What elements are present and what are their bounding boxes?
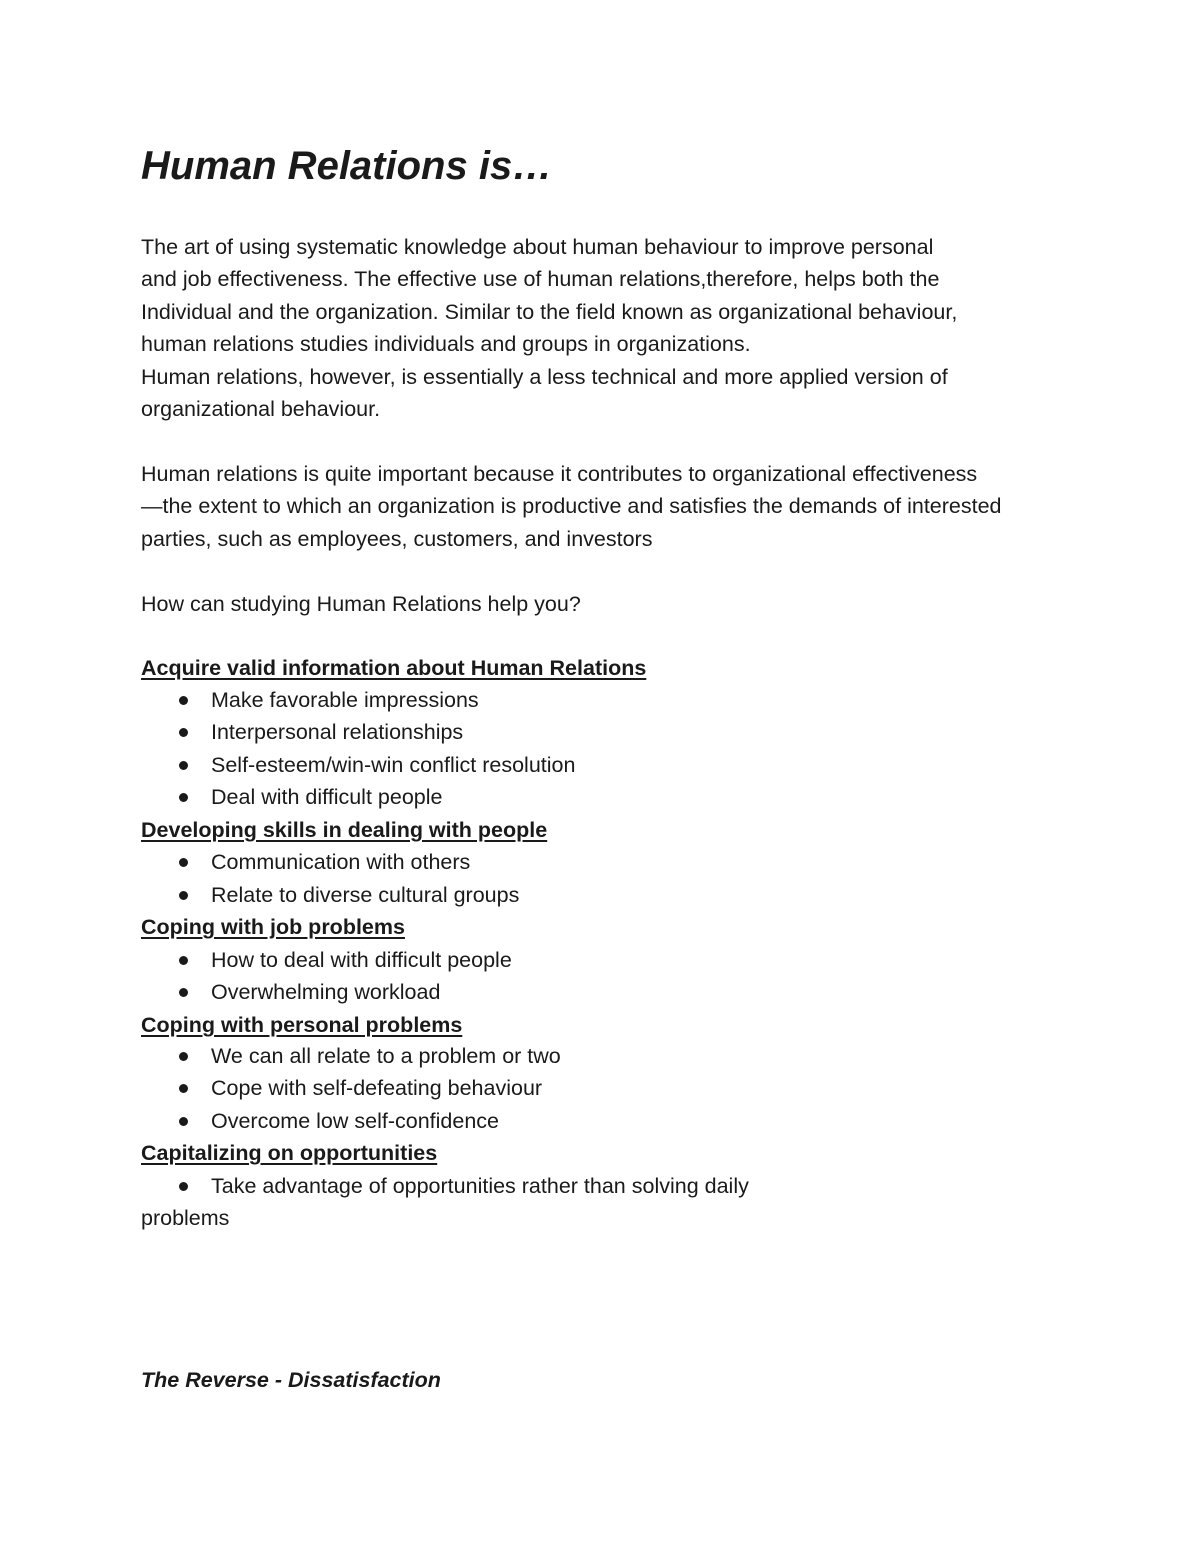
document-title: Human Relations is… [141,144,553,188]
importance-line: —the extent to which an organization is productive and satisfies the demands of interested [141,494,1002,518]
list-item-text: Communication with others [211,850,471,874]
section-heading: Coping with job problems [141,915,405,939]
list-item-text: Overwhelming workload [211,980,441,1004]
intro-line: The art of using systematic knowledge about human behaviour to improve personal [141,235,934,259]
section-heading: Acquire valid information about Human Relations [141,656,647,680]
section-heading: Capitalizing on opportunities [141,1141,438,1165]
list-item-text: Overcome low self-confidence [211,1109,499,1133]
intro-line: organizational behaviour. [141,397,381,421]
bullet-icon [179,988,188,997]
intro-line: and job effectiveness. The effective use of human relations,therefore, helps both the [141,267,940,291]
bullet-icon [179,956,188,965]
list-item-text: Take advantage of opportunities rather than solving daily [211,1174,749,1198]
intro-line: human relations studies individuals and groups in organizations. [141,332,751,356]
bullet-icon [179,1084,188,1093]
bullet-icon [179,1182,188,1191]
reverse-heading: The Reverse - Dissatisfaction [141,1368,441,1392]
list-item-continuation: problems [141,1206,230,1230]
bullet-icon [179,891,188,900]
list-item-text: We can all relate to a problem or two [211,1044,561,1068]
importance-line: parties, such as employees, customers, and investors [141,527,653,551]
bullet-icon [179,793,188,802]
intro-line: Human relations, however, is essentially a less technical and more applied version of [141,365,948,389]
bullet-icon [179,858,188,867]
bullet-icon [179,761,188,770]
bullet-icon [179,1117,188,1126]
list-item-text: Self-esteem/win-win conflict resolution [211,753,576,777]
list-item-text: Cope with self-defeating behaviour [211,1076,543,1100]
intro-line: Individual and the organization. Similar to the field known as organizational behaviour, [141,300,958,324]
list-item-text: How to deal with difficult people [211,948,512,972]
section-heading: Developing skills in dealing with people [141,818,548,842]
section-heading: Coping with personal problems [141,1013,463,1037]
list-item-text: Make favorable impressions [211,688,479,712]
importance-line: Human relations is quite important because it contributes to organizational effectiveness [141,462,978,486]
question-line: How can studying Human Relations help you? [141,592,581,616]
list-item-text: Deal with difficult people [211,785,443,809]
bullet-icon [179,728,188,737]
bullet-icon [179,696,188,705]
list-item-text: Interpersonal relationships [211,720,464,744]
bullet-icon [179,1052,188,1061]
list-item-text: Relate to diverse cultural groups [211,883,520,907]
